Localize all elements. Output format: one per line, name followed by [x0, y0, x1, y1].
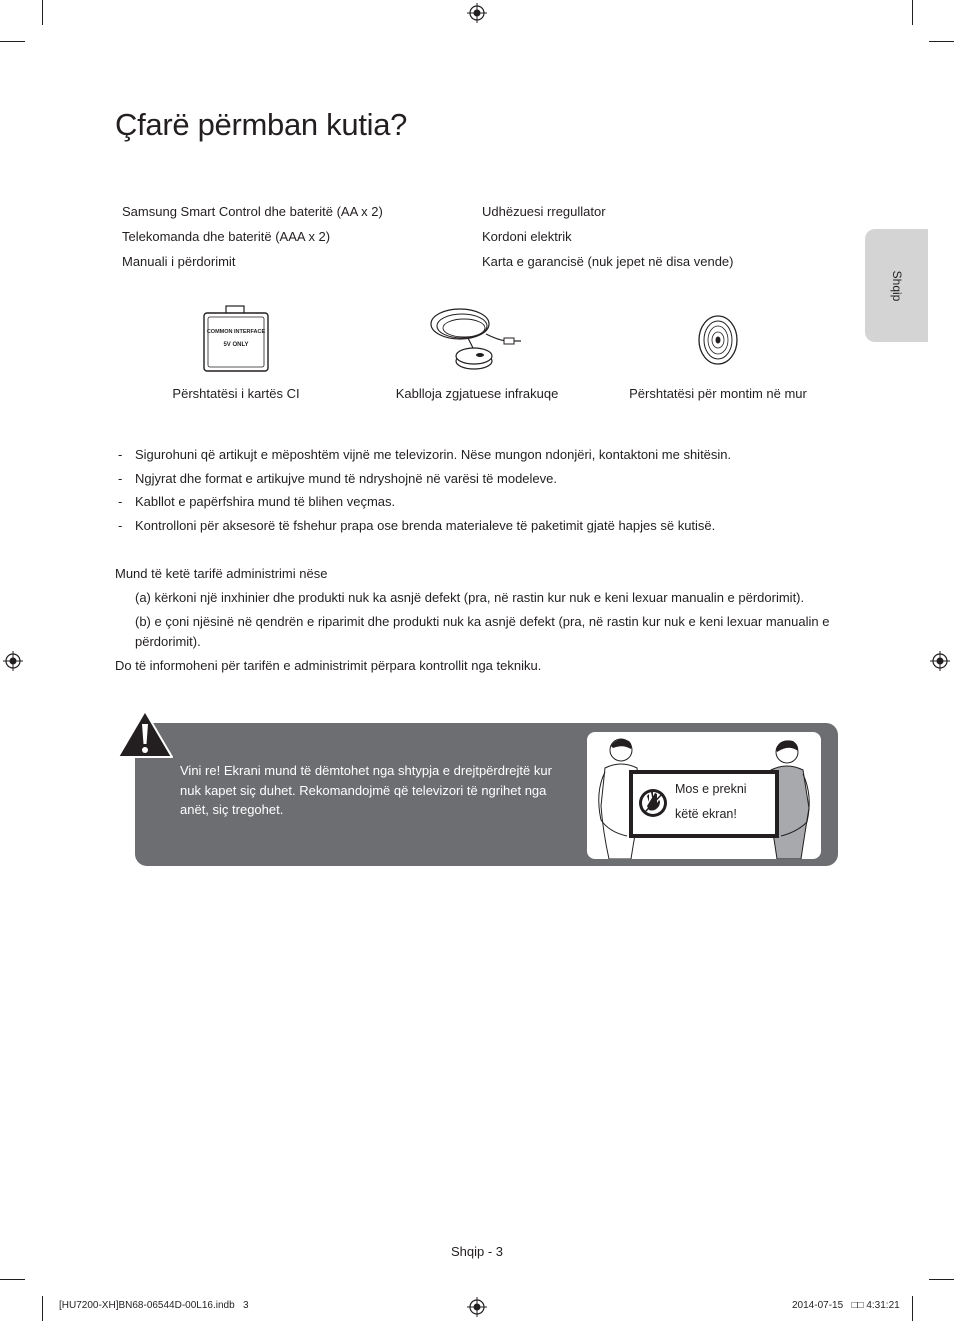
- registration-mark-icon: [467, 1297, 487, 1317]
- crop-mark: [912, 1296, 913, 1321]
- ci-card-adapter-icon: [200, 304, 272, 374]
- crop-mark: [912, 0, 913, 25]
- admin-fee-intro: Mund të ketë tarifë administrimi nëse: [115, 566, 328, 581]
- side-tab-label: Shqip: [889, 270, 904, 301]
- screen-text-line2: këtë ekran!: [675, 807, 737, 821]
- slug-timestamp: 2014-07-15 □□ 4:31:21: [792, 1300, 900, 1311]
- note-text: Kabllot e papërfshira mund të blihen veçmas.: [135, 494, 396, 509]
- registration-mark-icon: [467, 3, 487, 23]
- accessory-caption: Përshtatësi për montim në mur: [629, 386, 807, 401]
- admin-fee-b-line1: (b) e çoni njësinë në qendrën e riparimit dhe produkti nuk ka asnjë defekt (pra, në rastin kur nuk e keni lexuar manualin e: [135, 614, 830, 629]
- accessory-caption: Përshtatësi i kartës CI: [172, 386, 300, 401]
- registration-mark-icon: [930, 651, 950, 671]
- ci-label-line2: 5V ONLY: [223, 342, 249, 348]
- language-side-tab: [865, 229, 928, 342]
- warning-text: [180, 761, 570, 820]
- admin-fee-b-line2: përdorimit).: [135, 634, 201, 649]
- contents-item: Karta e garancisë (nuk jepet në disa vende): [482, 254, 734, 269]
- accessory-caption: Kablloja zgjatuese infrakuqe: [395, 386, 559, 401]
- admin-fee-a: (a) kërkoni një inxhinier dhe produkti nuk ka asnjë defekt (pra, në rastin kur nuk e keni lexuar manualin e përdorimit).: [135, 590, 805, 605]
- crop-mark: [0, 1279, 25, 1280]
- warning-body: ! Ekrani mund të dëmtohet nga shtypja e drejtpërdrejtë kur nuk kapet siç duhet. Rekomandojmë që televizori të ngrihet nga anët, siç tregohet.: [180, 763, 552, 817]
- note-dash: -: [118, 494, 123, 509]
- contents-item: Kordoni elektrik: [482, 229, 572, 244]
- crop-mark: [0, 41, 25, 42]
- note-text: Sigurohuni që artikujt e mëposhtëm vijnë me televizorin. Nëse mungon ndonjëri, kontaktoni me shitësin.: [135, 447, 732, 462]
- warning-lead: Vini re: [180, 763, 217, 778]
- ir-extender-cable-icon: [428, 304, 524, 374]
- note-dash: -: [118, 447, 123, 462]
- note-text: Ngjyrat dhe format e artikujve mund të ndryshojnë në varësi të modeleve.: [135, 471, 557, 486]
- page-number: Shqip - 3: [450, 1244, 504, 1259]
- warning-triangle-icon: [116, 709, 174, 759]
- screen-text-line1: Mos e prekni: [675, 782, 747, 796]
- contents-item: Manuali i përdorimit: [122, 254, 236, 269]
- contents-item: Telekomanda dhe bateritë (AAA x 2): [122, 229, 331, 244]
- wall-mount-adapter-icon: [696, 313, 740, 367]
- note-text: Kontrolloni për aksesorë të fshehur prapa ose brenda materialeve të paketimit gjatë hapjes së kutisë.: [135, 518, 716, 533]
- page-title: Çfarë përmban kutia?: [115, 107, 408, 142]
- tv-handling-illustration: [587, 732, 821, 859]
- crop-mark: [42, 0, 43, 25]
- people-carrying-tv-icon: [587, 732, 821, 859]
- admin-fee-outro: Do të informoheni për tarifën e administrimit përpara kontrollit nga tekniku.: [115, 658, 542, 673]
- crop-mark: [42, 1296, 43, 1321]
- crop-mark: [929, 1279, 954, 1280]
- contents-item: Udhëzuesi rregullator: [482, 204, 606, 219]
- note-dash: -: [118, 518, 123, 533]
- contents-item: Samsung Smart Control dhe bateritë (AA x 2): [122, 204, 383, 219]
- ci-label-line1: COMMON INTERFACE: [206, 329, 266, 335]
- note-dash: -: [118, 471, 123, 486]
- slug-filename: [HU7200-XH]BN68-06544D-00L16.indb 3: [59, 1300, 249, 1311]
- crop-mark: [929, 41, 954, 42]
- registration-mark-icon: [3, 651, 23, 671]
